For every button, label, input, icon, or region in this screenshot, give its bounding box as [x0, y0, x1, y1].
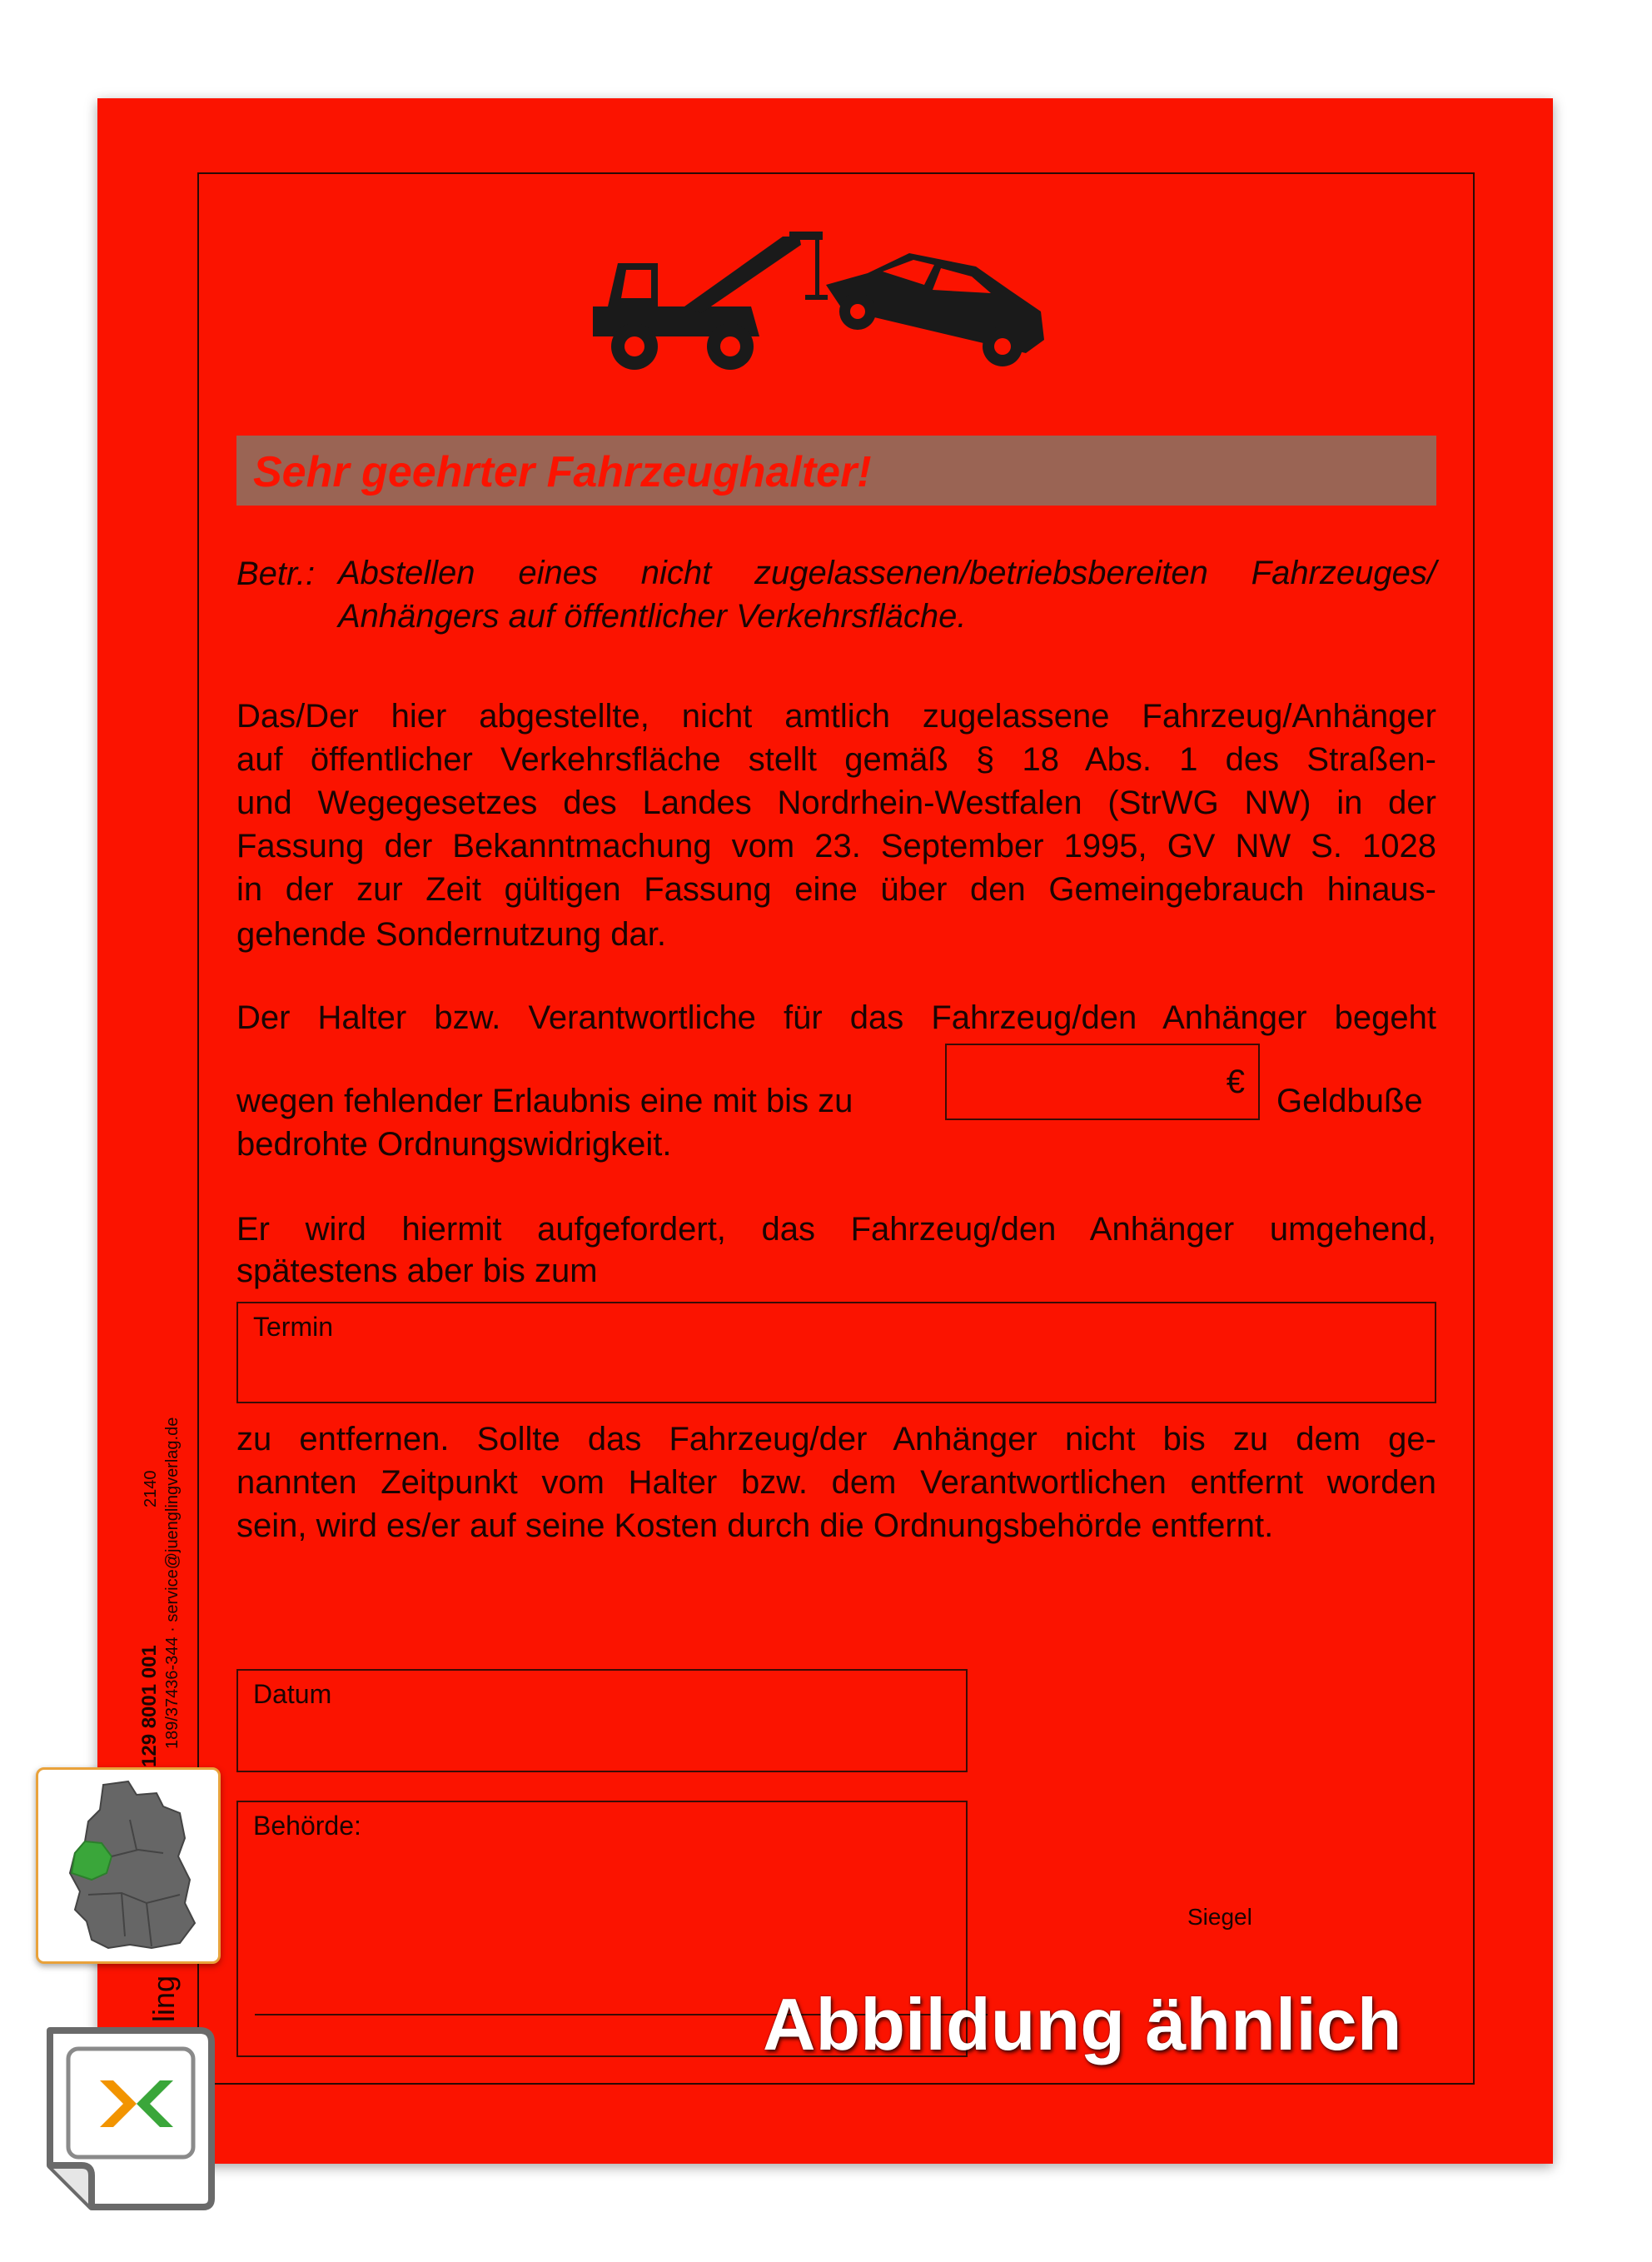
paragraph4-line: zu entfernen. Sollte das Fahrzeug/der Anhänger nicht bis zu dem ge-	[236, 1421, 1436, 1457]
heading: Sehr geehrter Fahrzeughalter!	[253, 448, 872, 496]
paragraph4-line: sein, wird es/er auf seine Kosten durch die Ordnungsbehörde entfernt.	[236, 1507, 1274, 1544]
form-number: 2140	[142, 1470, 160, 1507]
subject-label: Betr.:	[236, 556, 316, 592]
termin-label: Termin	[253, 1312, 334, 1342]
paragraph1-line: gehende Sondernutzung dar.	[236, 916, 666, 953]
datum-field[interactable]	[236, 1669, 968, 1772]
siegel-label: Siegel	[1187, 1904, 1252, 1930]
paragraph3-line-2: spätestens aber bis zum	[236, 1253, 598, 1289]
fine-amount-field[interactable]	[945, 1044, 1260, 1120]
contact-info: 189/37436-344 · service@juenglingverlag.de	[163, 1417, 182, 1749]
article-number: 129 8001 001	[138, 1645, 161, 1767]
paragraph2-line-3: bedrohte Ordnungswidrigkeit.	[236, 1126, 672, 1163]
datum-label: Datum	[253, 1679, 332, 1709]
paragraph1-line: in der zur Zeit gültigen Fassung eine über den Gemeingebrauch hinaus-	[236, 871, 1436, 908]
paragraph2-geldbusse: Geldbuße	[1276, 1083, 1423, 1119]
behoerde-label: Behörde:	[253, 1811, 361, 1841]
publisher-name: ling	[147, 1975, 181, 2022]
paragraph1-line: und Wegegesetzes des Landes Nordrhein-Westfalen (StrWG NW) in der	[236, 785, 1436, 821]
watermark: Abbildung ähnlich	[763, 1983, 1402, 2065]
paragraph3-line-1: Er wird hiermit aufgefordert, das Fahrzeug/den Anhänger umgehend,	[236, 1211, 1436, 1248]
paragraph1-line: auf öffentlicher Verkehrsfläche stellt gemäß § 18 Abs. 1 des Straßen-	[236, 741, 1436, 778]
subject-line-2: Anhängers auf öffentlicher Verkehrsfläche.	[338, 598, 967, 635]
heading-bar	[236, 436, 1436, 506]
state-badge	[36, 1767, 221, 1964]
paragraph1-line: Fassung der Bekanntmachung vom 23. September 1995, GV NW S. 1028	[236, 828, 1436, 864]
euro-sign: €	[1226, 1064, 1245, 1100]
file-icon	[33, 2020, 223, 2212]
paragraph1-line: Das/Der hier abgestellte, nicht amtlich zugelassene Fahrzeug/Anhänger	[236, 698, 1436, 735]
paragraph2-line-1: Der Halter bzw. Verantwortliche für das Fahrzeug/den Anhänger begeht	[236, 999, 1436, 1036]
paragraph4-line: nannten Zeitpunkt vom Halter bzw. dem Verantwortlichen entfernt worden	[236, 1464, 1436, 1501]
germany-map-icon	[38, 1770, 218, 1961]
tow-truck-icon	[593, 230, 1047, 380]
paragraph2-line-2: wegen fehlender Erlaubnis eine mit bis zu	[236, 1083, 853, 1119]
subject-line-1: Abstellen eines nicht zugelassenen/betriebsbereiten Fahrzeuges/	[338, 555, 1436, 591]
termin-field[interactable]	[236, 1302, 1436, 1403]
